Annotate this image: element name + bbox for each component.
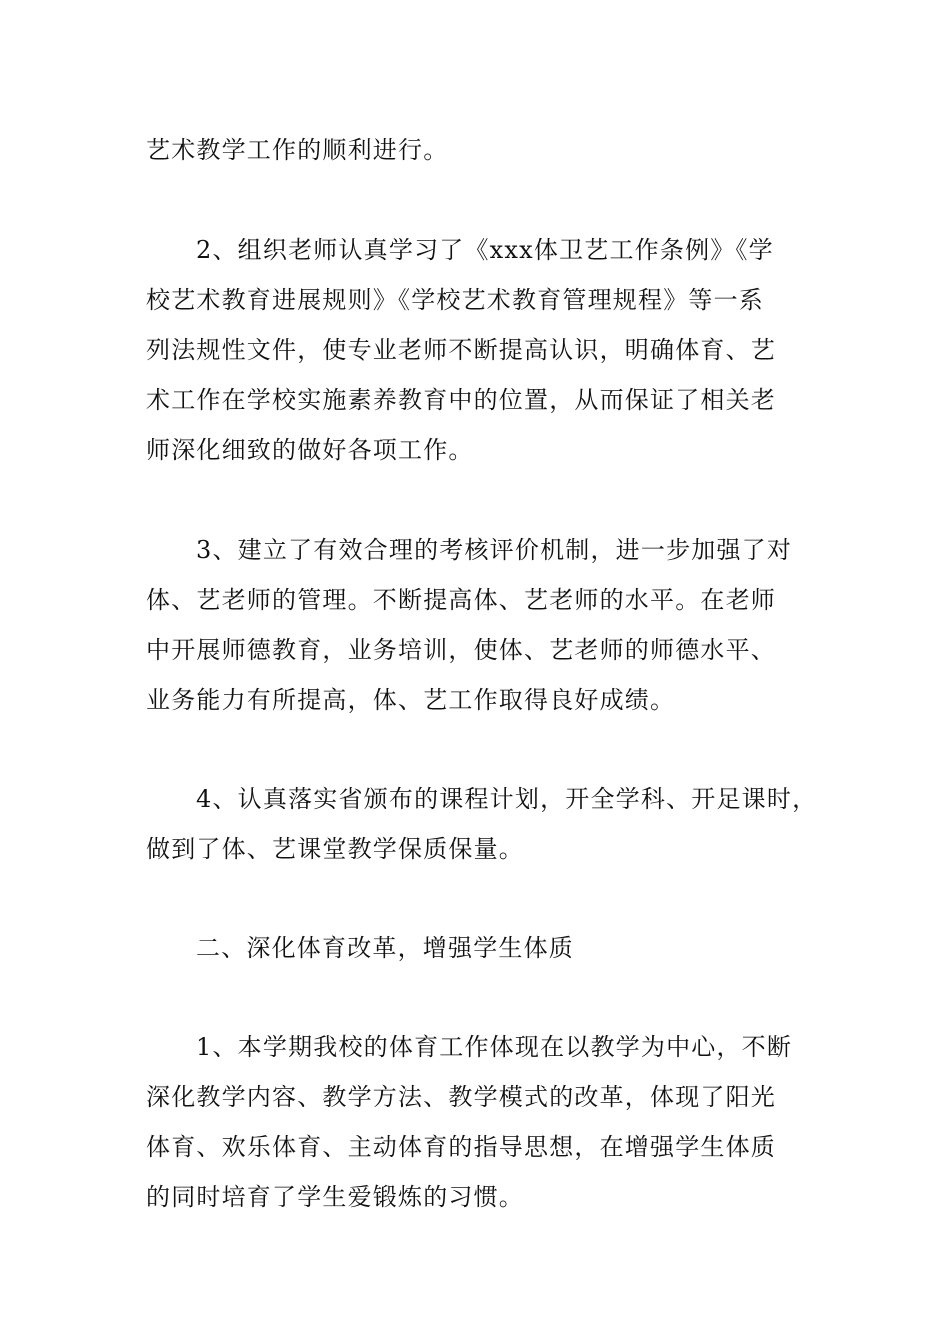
paragraph-4-line-2: 做到了体、艺课堂教学保质保量。	[146, 835, 524, 863]
paragraph-2-line-1: 2、组织老师认真学习了《xxx体卫艺工作条例》《学	[196, 236, 774, 264]
paragraph-4-line-1: 4、认真落实省颁布的课程计划，开全学科、开足课时，	[196, 785, 818, 813]
paragraph-5-line-1: 1、本学期我校的体育工作体现在以教学为中心，不断	[196, 1033, 793, 1061]
paragraph-1-line-1: 艺术教学工作的顺利进行。	[146, 136, 449, 164]
paragraph-3-line-4: 业务能力有所提高，体、艺工作取得良好成绩。	[146, 686, 676, 714]
paragraph-2-line-4: 术工作在学校实施素养教育中的位置，从而保证了相关老	[146, 386, 776, 414]
paragraph-2-line-3: 列法规性文件，使专业老师不断提高认识，明确体育、艺	[146, 336, 776, 364]
paragraph-5-line-2: 深化教学内容、教学方法、教学模式的改革，体现了阳光	[146, 1083, 776, 1111]
section-heading: 二、深化体育改革，增强学生体质	[196, 934, 574, 962]
paragraph-3-line-2: 体、艺老师的管理。不断提高体、艺老师的水平。在老师	[146, 586, 776, 614]
paragraph-5-line-4: 的同时培育了学生爱锻炼的习惯。	[146, 1183, 524, 1211]
paragraph-3-line-1: 3、建立了有效合理的考核评价机制，进一步加强了对	[196, 536, 793, 564]
paragraph-3-line-3: 中开展师德教育，业务培训，使体、艺老师的师德水平、	[146, 636, 776, 664]
paragraph-2-line-5: 师深化细致的做好各项工作。	[146, 436, 474, 464]
paragraph-5-line-3: 体育、欢乐体育、主动体育的指导思想，在增强学生体质	[146, 1133, 776, 1161]
paragraph-2-line-2: 校艺术教育进展规则》《学校艺术教育管理规程》等一系	[146, 286, 764, 314]
